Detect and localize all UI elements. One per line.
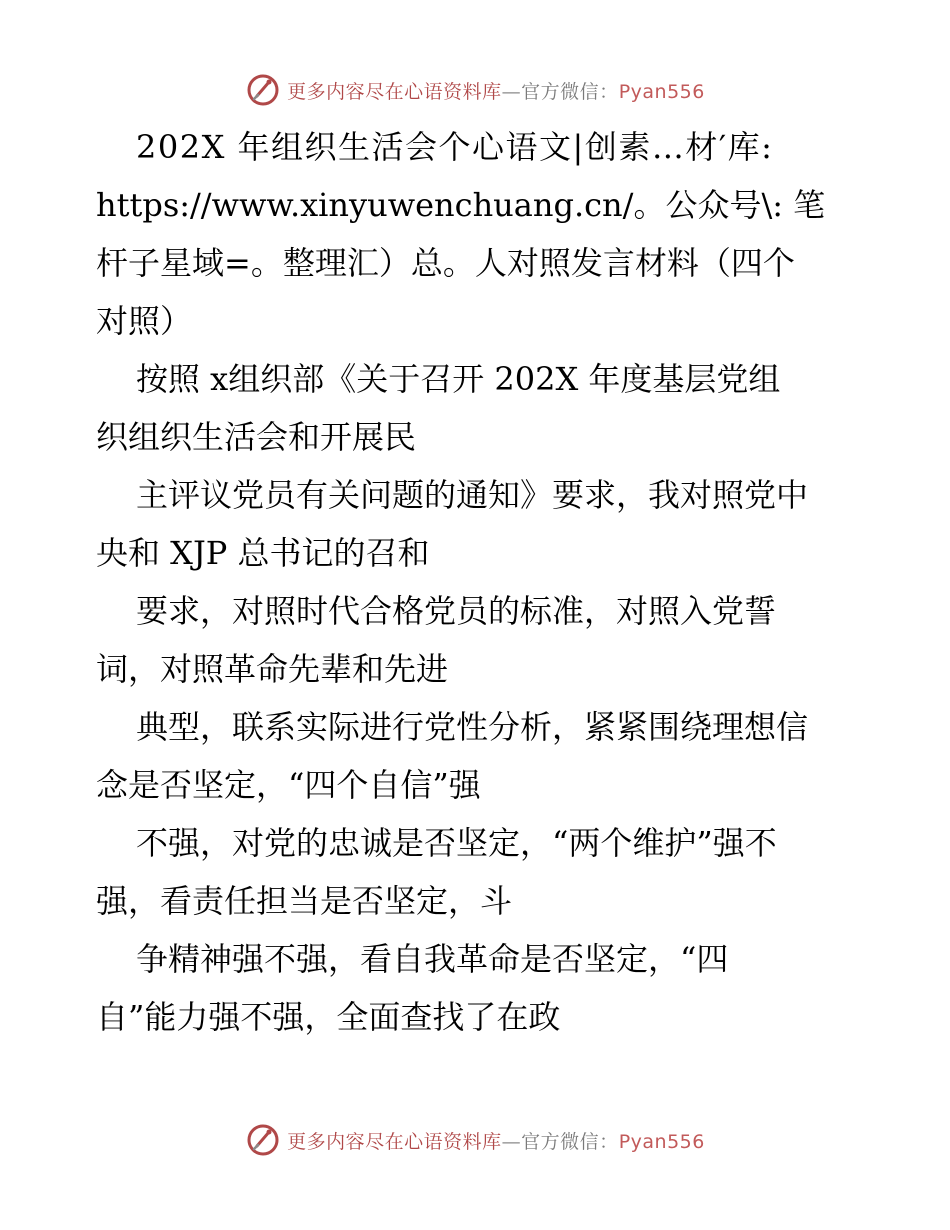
body-line: 主评议党员有关问题的通知》要求，我对照党中 [136,476,809,514]
footer-wechat-id: Pyan556 [618,1130,705,1153]
footer-dash: — [501,1130,522,1153]
body-line: 不强，对党的忠诚是否坚定，“两个维护”强不 [136,824,777,862]
body-line: 202X 年组织生活会个心语文|创素…材′库: [136,128,774,166]
footer-promo: 更多内容尽在心语资料库 [287,1130,502,1153]
body-line: 念是否坚定，“四个自信”强 [96,766,481,804]
body-line: 杆子星域=。整理汇）总。人对照发言材料（四个 [96,244,795,282]
header-banner [0,70,950,110]
body-line: https://www.xinyuwenchuang.cn/。公众号\: 笔 [96,186,826,224]
body-line: 要求，对照时代合格党员的标准，对照入党誓 [136,592,777,630]
body-line: 争精神强不强，看自我革命是否坚定，“四 [136,940,729,978]
body-line: 典型，联系实际进行党性分析，紧紧围绕理想信 [136,708,809,746]
document-body [96,118,856,1046]
body-line: 强，看责任担当是否坚定，斗 [96,882,513,920]
header-promo: 更多内容尽在心语资料库 [287,80,502,103]
header-wechat-id: Pyan556 [618,80,705,103]
logo-icon [245,1122,281,1158]
footer-text [287,1127,705,1154]
body-line: 织组织生活会和开展民 [96,418,417,456]
body-line: 词，对照革命先辈和先进 [96,650,449,688]
footer-wechat-label: 官方微信： [521,1130,619,1153]
body-line: 自”能力强不强，全面查找了在政 [96,998,561,1036]
header-text [287,77,705,104]
logo-icon [245,72,281,108]
body-line: 按照 x组织部《关于召开 202X 年度基层党组 [136,360,781,398]
header-dash: — [501,80,522,103]
footer-banner [0,1120,950,1160]
body-line: 央和 XJP 总书记的召和 [96,534,430,572]
body-line: 对照） [96,302,193,340]
header-wechat-label: 官方微信： [521,80,619,103]
